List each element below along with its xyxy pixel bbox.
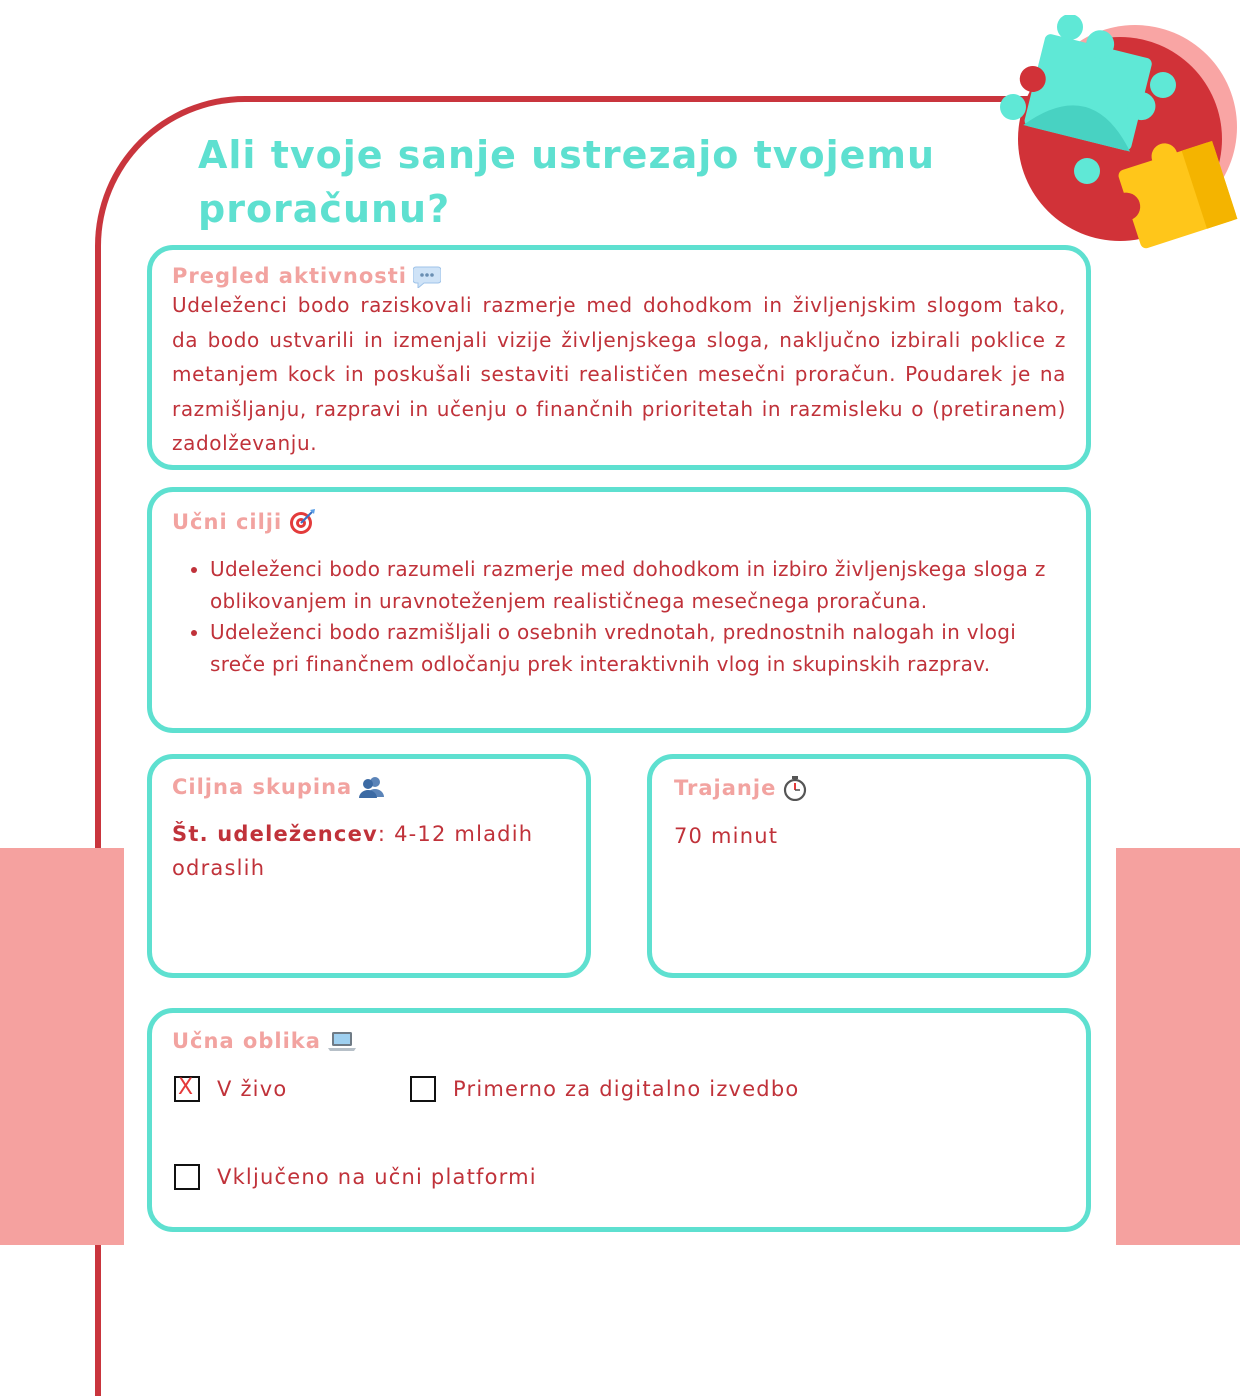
- check-mark-icon: X: [178, 1075, 194, 1100]
- goals-list: [172, 554, 1066, 680]
- overview-text: Udeleženci bodo raziskovali razmerje med dohodkom in življenjskim slogom tako, da bodo ustvarili in izmenjali vizije življenjskega sloga, naključno izbirali poklice z metanjem kock in poskušali sestaviti realističen mesečni proračun. Poudarek je na razmišljanju, razpravi in učenju o finančnih prioritetah in razmisleku o (pretiranem) zadolževanju.: [172, 293, 1066, 455]
- stopwatch-icon: [782, 775, 808, 801]
- form-heading-text: Učna oblika: [172, 1029, 321, 1053]
- option-live-label: V živo: [217, 1077, 288, 1101]
- learning-form-card: [147, 1008, 1091, 1232]
- option-platform[interactable]: [174, 1164, 537, 1190]
- overview-heading: [172, 264, 1066, 288]
- laptop-icon: [327, 1029, 357, 1053]
- duration-heading: [674, 775, 1064, 801]
- target-group-card: [147, 754, 591, 978]
- target-heading: [172, 775, 566, 799]
- duration-heading-text: Trajanje: [674, 776, 777, 800]
- checkbox-platform[interactable]: [174, 1164, 200, 1190]
- participants-value: : 4-12 mladih odraslih: [172, 822, 534, 880]
- goals-card: [147, 487, 1091, 733]
- list-item: • Udeleženci bodo razumeli razmerje med dohodkom in izbiro življenjskega sloga z oblikovanjem in uravnoteženjem realističnega mesečnega proračuna.: [210, 554, 1066, 617]
- option-digital[interactable]: [410, 1076, 799, 1102]
- duration-card: [647, 754, 1091, 978]
- duration-value: 70 minut: [674, 824, 779, 848]
- decorative-band-right: [1116, 848, 1240, 1245]
- goals-heading: [172, 508, 1066, 536]
- option-live[interactable]: [174, 1076, 287, 1102]
- speech-bubble-icon: [413, 264, 441, 288]
- page-title: Ali tvoje sanje ustrezajo tvojemu proračunu?: [198, 133, 936, 231]
- list-item: • Udeleženci bodo razmišljali o osebnih vrednotah, prednostnih nalogah in vlogi sreče pri finančnem odločanju prek interaktivnih vlog in skupinskih razprav.: [210, 617, 1066, 680]
- overview-card: [147, 245, 1091, 470]
- people-icon: [358, 775, 386, 799]
- puzzle-illustration-icon: [995, 15, 1240, 250]
- target-icon: [288, 508, 316, 536]
- checkbox-live[interactable]: [174, 1076, 200, 1102]
- option-digital-label: Primerno za digitalno izvedbo: [453, 1077, 800, 1101]
- form-heading: [172, 1029, 1066, 1053]
- decorative-band-left: [0, 848, 124, 1245]
- participants-text: [172, 817, 566, 885]
- goals-heading-text: Učni cilji: [172, 510, 283, 534]
- target-heading-text: Ciljna skupina: [172, 775, 353, 799]
- participants-label: Št. udeležencev: [172, 822, 378, 846]
- checkbox-digital[interactable]: [410, 1076, 436, 1102]
- overview-heading-text: Pregled aktivnosti: [172, 264, 407, 288]
- option-platform-label: Vključeno na učni platformi: [217, 1165, 537, 1189]
